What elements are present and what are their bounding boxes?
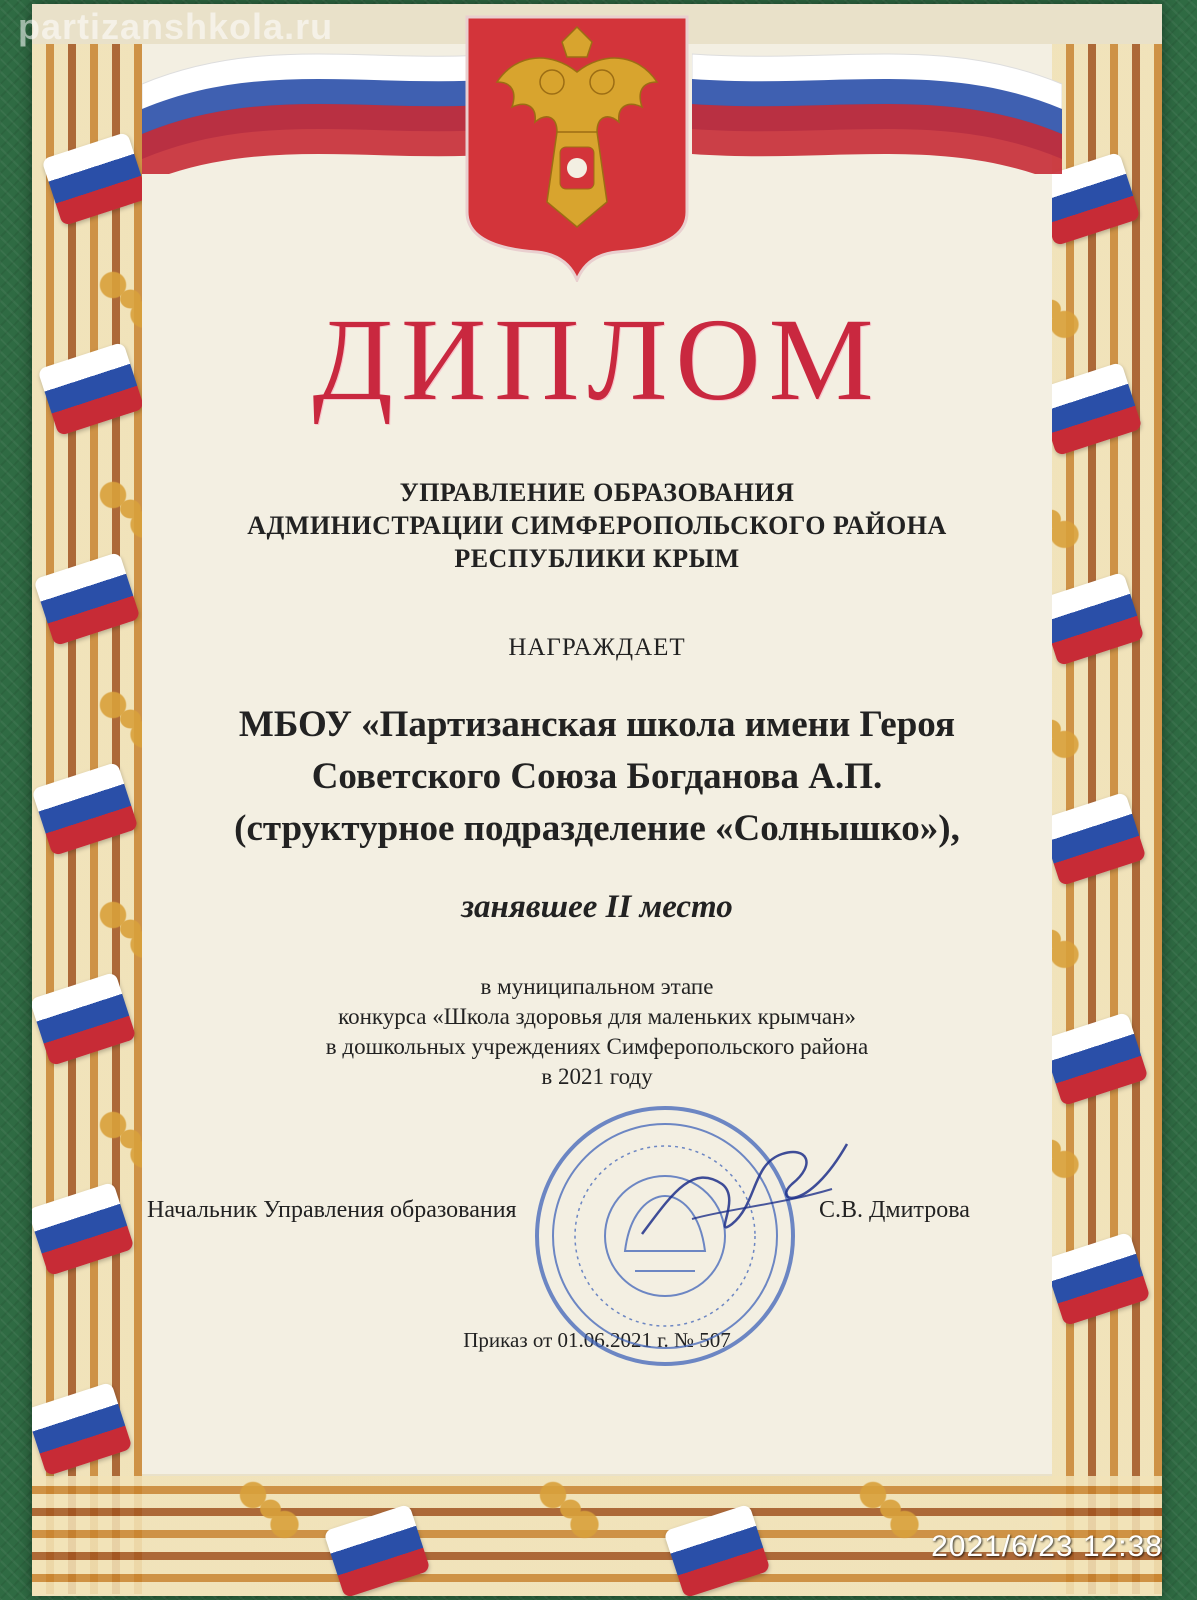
- organization-line: УПРАВЛЕНИЕ ОБРАЗОВАНИЯ: [399, 478, 795, 507]
- site-watermark: partizanshkola.ru: [18, 6, 334, 47]
- diploma-sheet: [32, 4, 1162, 1596]
- flag-banner-right: [692, 24, 1062, 174]
- issuing-organization: [32, 476, 1162, 575]
- contest-description: [32, 972, 1162, 1092]
- wheat-ear-decoration: [232, 1474, 302, 1544]
- contest-line: в муниципальном этапе: [480, 974, 714, 999]
- organization-line: АДМИНИСТРАЦИИ СИМФЕРОПОЛЬСКОГО РАЙОНА: [247, 511, 947, 540]
- recipient-line: Советского Союза Богданова А.П.: [311, 756, 883, 797]
- organization-line: РЕСПУБЛИКИ КРЫМ: [454, 544, 740, 573]
- awards-label: НАГРАЖДАЕТ: [508, 634, 686, 661]
- photo-datestamp: 2021/6/23 12:38: [931, 1530, 1163, 1563]
- diploma-title: ДИПЛОМ: [312, 294, 882, 425]
- signer-name: С.В. Дмитрова: [819, 1197, 970, 1223]
- signature-icon: [632, 1124, 862, 1254]
- recipient-line: МБОУ «Партизанская школа имени Героя: [238, 704, 956, 745]
- recipient-name: [32, 699, 1162, 855]
- contest-line: в 2021 году: [541, 1064, 653, 1089]
- award-place: занявшее II место: [461, 889, 733, 925]
- contest-line: в дошкольных учреждениях Симферопольского района: [325, 1034, 869, 1059]
- wheat-ear-decoration: [532, 1474, 602, 1544]
- signer-position: Начальник Управления образования: [147, 1197, 517, 1223]
- contest-line: конкурса «Школа здоровья для маленьких крымчан»: [338, 1004, 856, 1029]
- wheat-ear-decoration: [852, 1474, 922, 1544]
- order-reference: Приказ от 01.06.2021 г. № 507: [463, 1328, 731, 1352]
- recipient-line: (структурное подразделение «Солнышко»),: [234, 808, 960, 849]
- coat-of-arms-icon: [457, 12, 697, 282]
